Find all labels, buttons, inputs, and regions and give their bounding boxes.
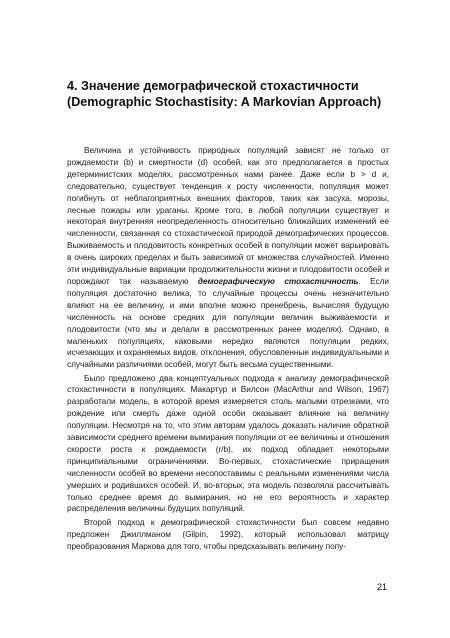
section-heading-line-2: (Demographic Stochastisity: A Markovian Approach): [67, 94, 382, 109]
paragraph-1: [67, 145, 389, 371]
paragraph-3: Второй подход к демографической стохастичности был совсем недавно предложен Джиллманом (Gilpin, 1992), который использовал матрицу преобразования Маркова для того, чтобы предсказывать величину попу-: [67, 516, 389, 551]
section-heading: [67, 79, 407, 110]
emphasized-term: демографическую стохастичность: [197, 275, 359, 286]
section-heading-line-1: 4. Значение демографической стохастичности: [67, 79, 359, 93]
paragraph-1-start: Величина и устойчивость природных популяций зависят не только от рождаемости (b) и смертности (d) особей, как это предполагается в простых детерминистских моделях, рассмотренных нами ранее. Даже если b > d и, следовательно, существует тенденция к росту численности, популяция может погибнуть от неблагоприятных внешних факторов, таких как засуха, морозы, лесные пожары или ураганы. Кроме того, в любой популяции существует и некоторая внутренняя неопределенность относительно ближайших изменений ее численности, связанная со стохастической природой демографических процессов. Выживаемость и плодовитость конкретных особей в популяции может варьировать в очень широких пределах и быть зависимой от множества случайностей. Именно эти индивидуальные вариации продолжительности жизни и плодовитости особей и порождают так называемую: [67, 145, 389, 286]
paragraph-1-end: . Если популяция достаточно велика, то случайные процессы очень незначительно влияют на ее величину, и ими вполне можно пренебречь, вычисляя будущую численность на основе средних для популяции величин выживаемости и плодовитости (что мы и делали в рассмотренных ранее моделях). Однако, в маленьких популяциях, каковыми нередко являются популяции редких, исчезающих и охраняемых видов, отклонения, обусловленные индивидуальными и случайными различиями особей, могут быть весьма существенными.: [67, 275, 389, 370]
body-text: [67, 145, 389, 554]
page-number: 21: [377, 582, 388, 592]
paragraph-2: Было предложено два концептуальных подхода к анализу демографической стохастичности в популяциях. Макартур и Вилсон (MacArthur and Wilson, 1967) разработали модель, в которой время измеряется столь малыми отрезками, что рождение или смерть даже одной особи оказывает влияние на величину популяции. Несмотря на то, что этим авторам удалось доказать наличие обратной зависимости среднего времени вымирания популяции от ее величины и отношения скорости роста к рождаемости (r/b), их подход обладает некоторыми принципиальными ограничениями. Во-первых, стохастические приращения численности особей во времени несопоставимы с реальными изменениями числа умерших и родившихся особей. И, во-вторых, эта модель позволяла рассчитывать только среднее время до вымирания, но не его вероятность и характер распределения величины будущих популяций.: [67, 372, 389, 514]
